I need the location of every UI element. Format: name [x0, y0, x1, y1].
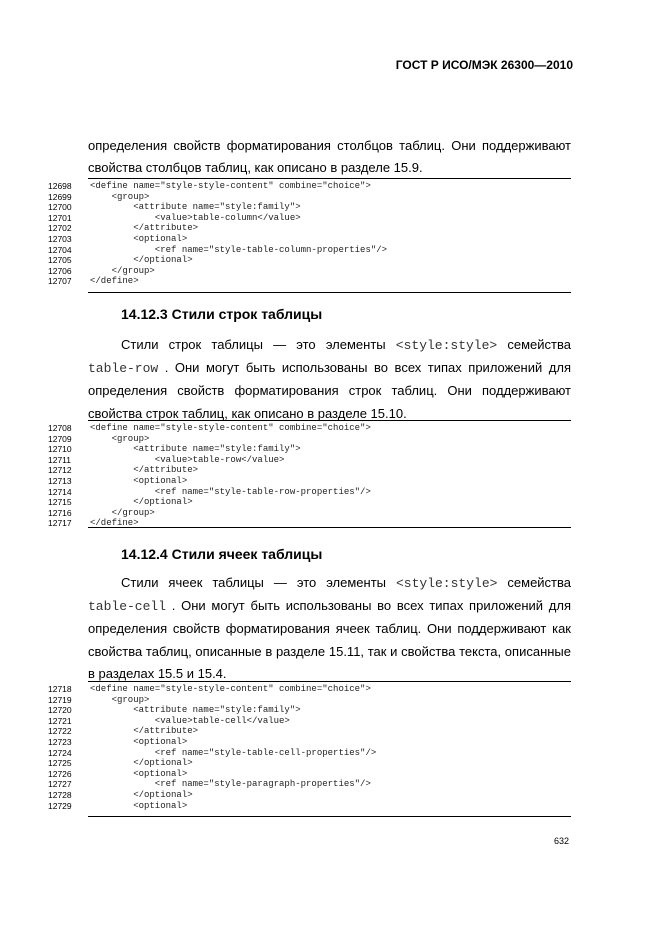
- code-listing-2: [40, 420, 571, 528]
- section1-text-c: . Они могут быть использованы во всех типах приложений для определения свойств форматирования строк таблиц. Они поддерживают свойства строк таблиц, как описано в разделе 15.10.: [88, 360, 571, 421]
- code-top-rule: [88, 420, 571, 421]
- line-number: 12702: [48, 223, 72, 234]
- section2-code-element: <style:style>: [396, 576, 498, 591]
- line-number: 12724: [48, 747, 72, 758]
- code-text: </optional>: [90, 790, 193, 800]
- line-number: 12706: [48, 265, 72, 276]
- code-text: <ref name="style-paragraph-properties"/>: [90, 779, 371, 790]
- code-line: [40, 518, 571, 529]
- section1-text-a: Стили строк таблицы — это элементы: [121, 337, 396, 352]
- code-text: <ref name="style-table-column-properties"/>: [90, 244, 388, 255]
- code-line: [40, 748, 571, 759]
- code-text: </optional>: [90, 497, 193, 508]
- line-number: 12725: [48, 758, 72, 769]
- code-line: [40, 423, 571, 434]
- code-listing-1: [40, 178, 571, 294]
- line-number: 12701: [48, 212, 72, 223]
- code-line: [40, 487, 571, 498]
- code-line: [40, 684, 571, 695]
- code-text: </group>: [90, 265, 155, 276]
- code-text: </define>: [90, 518, 139, 529]
- line-number: 12722: [48, 726, 72, 737]
- line-number: 12700: [48, 202, 72, 213]
- code-line: [40, 705, 571, 716]
- code-text: </attribute>: [90, 223, 199, 234]
- section2-text-c: . Они могут быть использованы во всех типах приложений для определения свойств форматирования ячеек таблиц. Они поддерживают как свойства таблиц, описанные в разделе 15.11, так и свойства текста, описанные в разделах 15.5 и 15.4.: [88, 598, 571, 681]
- line-number: 12727: [48, 779, 72, 790]
- code-line: [40, 758, 571, 769]
- code-text: <define name="style-style-content" combine="choice">: [90, 181, 371, 191]
- code-line: [40, 476, 571, 487]
- line-number: 12712: [48, 465, 72, 476]
- code-text: <ref name="style-table-row-properties"/>: [90, 486, 371, 497]
- line-number: 12698: [48, 181, 72, 191]
- code-text: </optional>: [90, 255, 193, 266]
- code-text: <value>table-column</value>: [90, 212, 301, 223]
- line-number: 12716: [48, 507, 72, 518]
- line-number: 12703: [48, 234, 72, 244]
- code-text: <optional>: [90, 234, 188, 244]
- code-text: <optional>: [90, 768, 188, 779]
- line-number: 12729: [48, 800, 72, 811]
- code-text: <group>: [90, 433, 150, 444]
- code-line: [40, 202, 571, 213]
- code-line: [40, 465, 571, 476]
- section1-paragraph: [88, 334, 571, 425]
- code-listing-3: [40, 681, 571, 817]
- line-number: 12723: [48, 737, 72, 747]
- line-number: 12713: [48, 476, 72, 486]
- code-text: </define>: [90, 276, 139, 287]
- line-number: 12711: [48, 454, 72, 465]
- line-number: 12699: [48, 191, 72, 202]
- code-top-rule: [88, 178, 571, 179]
- section1-code-family: table-row: [88, 361, 159, 377]
- code-line: [40, 695, 571, 706]
- line-number: 12708: [48, 423, 72, 433]
- code-text: </attribute>: [90, 726, 199, 737]
- code-line: [40, 790, 571, 801]
- code-line: [40, 276, 571, 287]
- code-line: [40, 716, 571, 727]
- line-number: 12721: [48, 715, 72, 726]
- intro-line-1: определения свойств форматирования столбцов таблиц. Они поддерживают: [88, 138, 571, 153]
- code-text: <optional>: [90, 737, 188, 747]
- line-number: 12704: [48, 244, 72, 255]
- section1-code-element: <style:style>: [395, 338, 498, 353]
- code-line: [40, 769, 571, 780]
- code-line: [40, 801, 571, 812]
- code-text: <attribute name="style:family">: [90, 444, 301, 455]
- code-line: [40, 455, 571, 466]
- line-number: 12728: [48, 790, 72, 800]
- section2-text-a: Стили ячеек таблицы — это элементы: [121, 575, 396, 590]
- code-line: [40, 497, 571, 508]
- page-number: 632: [553, 836, 569, 846]
- code-line: [40, 213, 571, 224]
- code-text: </group>: [90, 507, 155, 518]
- code-text: <attribute name="style:family">: [90, 705, 301, 716]
- code-line: [40, 245, 571, 256]
- section2-paragraph: [88, 572, 571, 685]
- code-line: [40, 737, 571, 748]
- code-text: <attribute name="style:family">: [90, 202, 301, 213]
- section-heading-14-12-3: 14.12.3 Стили строк таблицы: [121, 306, 323, 322]
- code-text: <optional>: [90, 800, 188, 811]
- line-number: 12726: [48, 768, 72, 779]
- line-number: 12714: [48, 486, 72, 497]
- line-number: 12720: [48, 705, 72, 716]
- code-line: [40, 223, 571, 234]
- code-text: <value>table-cell</value>: [90, 715, 290, 726]
- code-text: <define name="style-style-content" combine="choice">: [90, 423, 371, 433]
- section-heading-14-12-4: 14.12.4 Стили ячеек таблицы: [121, 546, 323, 562]
- code-line: [40, 779, 571, 790]
- intro-paragraph: [88, 135, 571, 179]
- line-number: 12710: [48, 444, 72, 455]
- code-text: <optional>: [90, 476, 188, 486]
- line-number: 12719: [48, 694, 72, 705]
- intro-line-2: свойства столбцов таблиц, как описано в разделе 15.9.: [88, 160, 423, 176]
- code-text: <define name="style-style-content" combine="choice">: [90, 684, 371, 694]
- code-text: <group>: [90, 694, 150, 705]
- code-bottom-rule: [88, 816, 571, 817]
- section2-code-family: table-cell: [88, 599, 167, 615]
- code-text: <group>: [90, 191, 150, 202]
- code-line: [40, 508, 571, 519]
- code-line: [40, 234, 571, 245]
- code-line: [40, 726, 571, 737]
- line-number: 12707: [48, 276, 72, 287]
- line-number: 12705: [48, 255, 72, 266]
- code-text: </attribute>: [90, 465, 199, 476]
- code-top-rule: [88, 681, 571, 682]
- code-text: <value>table-row</value>: [90, 454, 285, 465]
- code-line: [40, 192, 571, 203]
- code-bottom-rule: [88, 292, 571, 293]
- code-line: [40, 255, 571, 266]
- document-header: ГОСТ Р ИСО/МЭК 26300—2010: [395, 58, 573, 72]
- code-line: [40, 444, 571, 455]
- code-line: [40, 266, 571, 277]
- line-number: 12709: [48, 433, 72, 444]
- line-number: 12717: [48, 518, 72, 529]
- code-text: </optional>: [90, 758, 193, 769]
- code-text: <ref name="style-table-cell-properties"/>: [90, 747, 377, 758]
- section2-text-b: семейства: [497, 575, 572, 590]
- section1-text-b: семейства: [497, 337, 571, 352]
- code-line: [40, 181, 571, 192]
- line-number: 12718: [48, 684, 72, 694]
- code-line: [40, 434, 571, 445]
- line-number: 12715: [48, 497, 72, 508]
